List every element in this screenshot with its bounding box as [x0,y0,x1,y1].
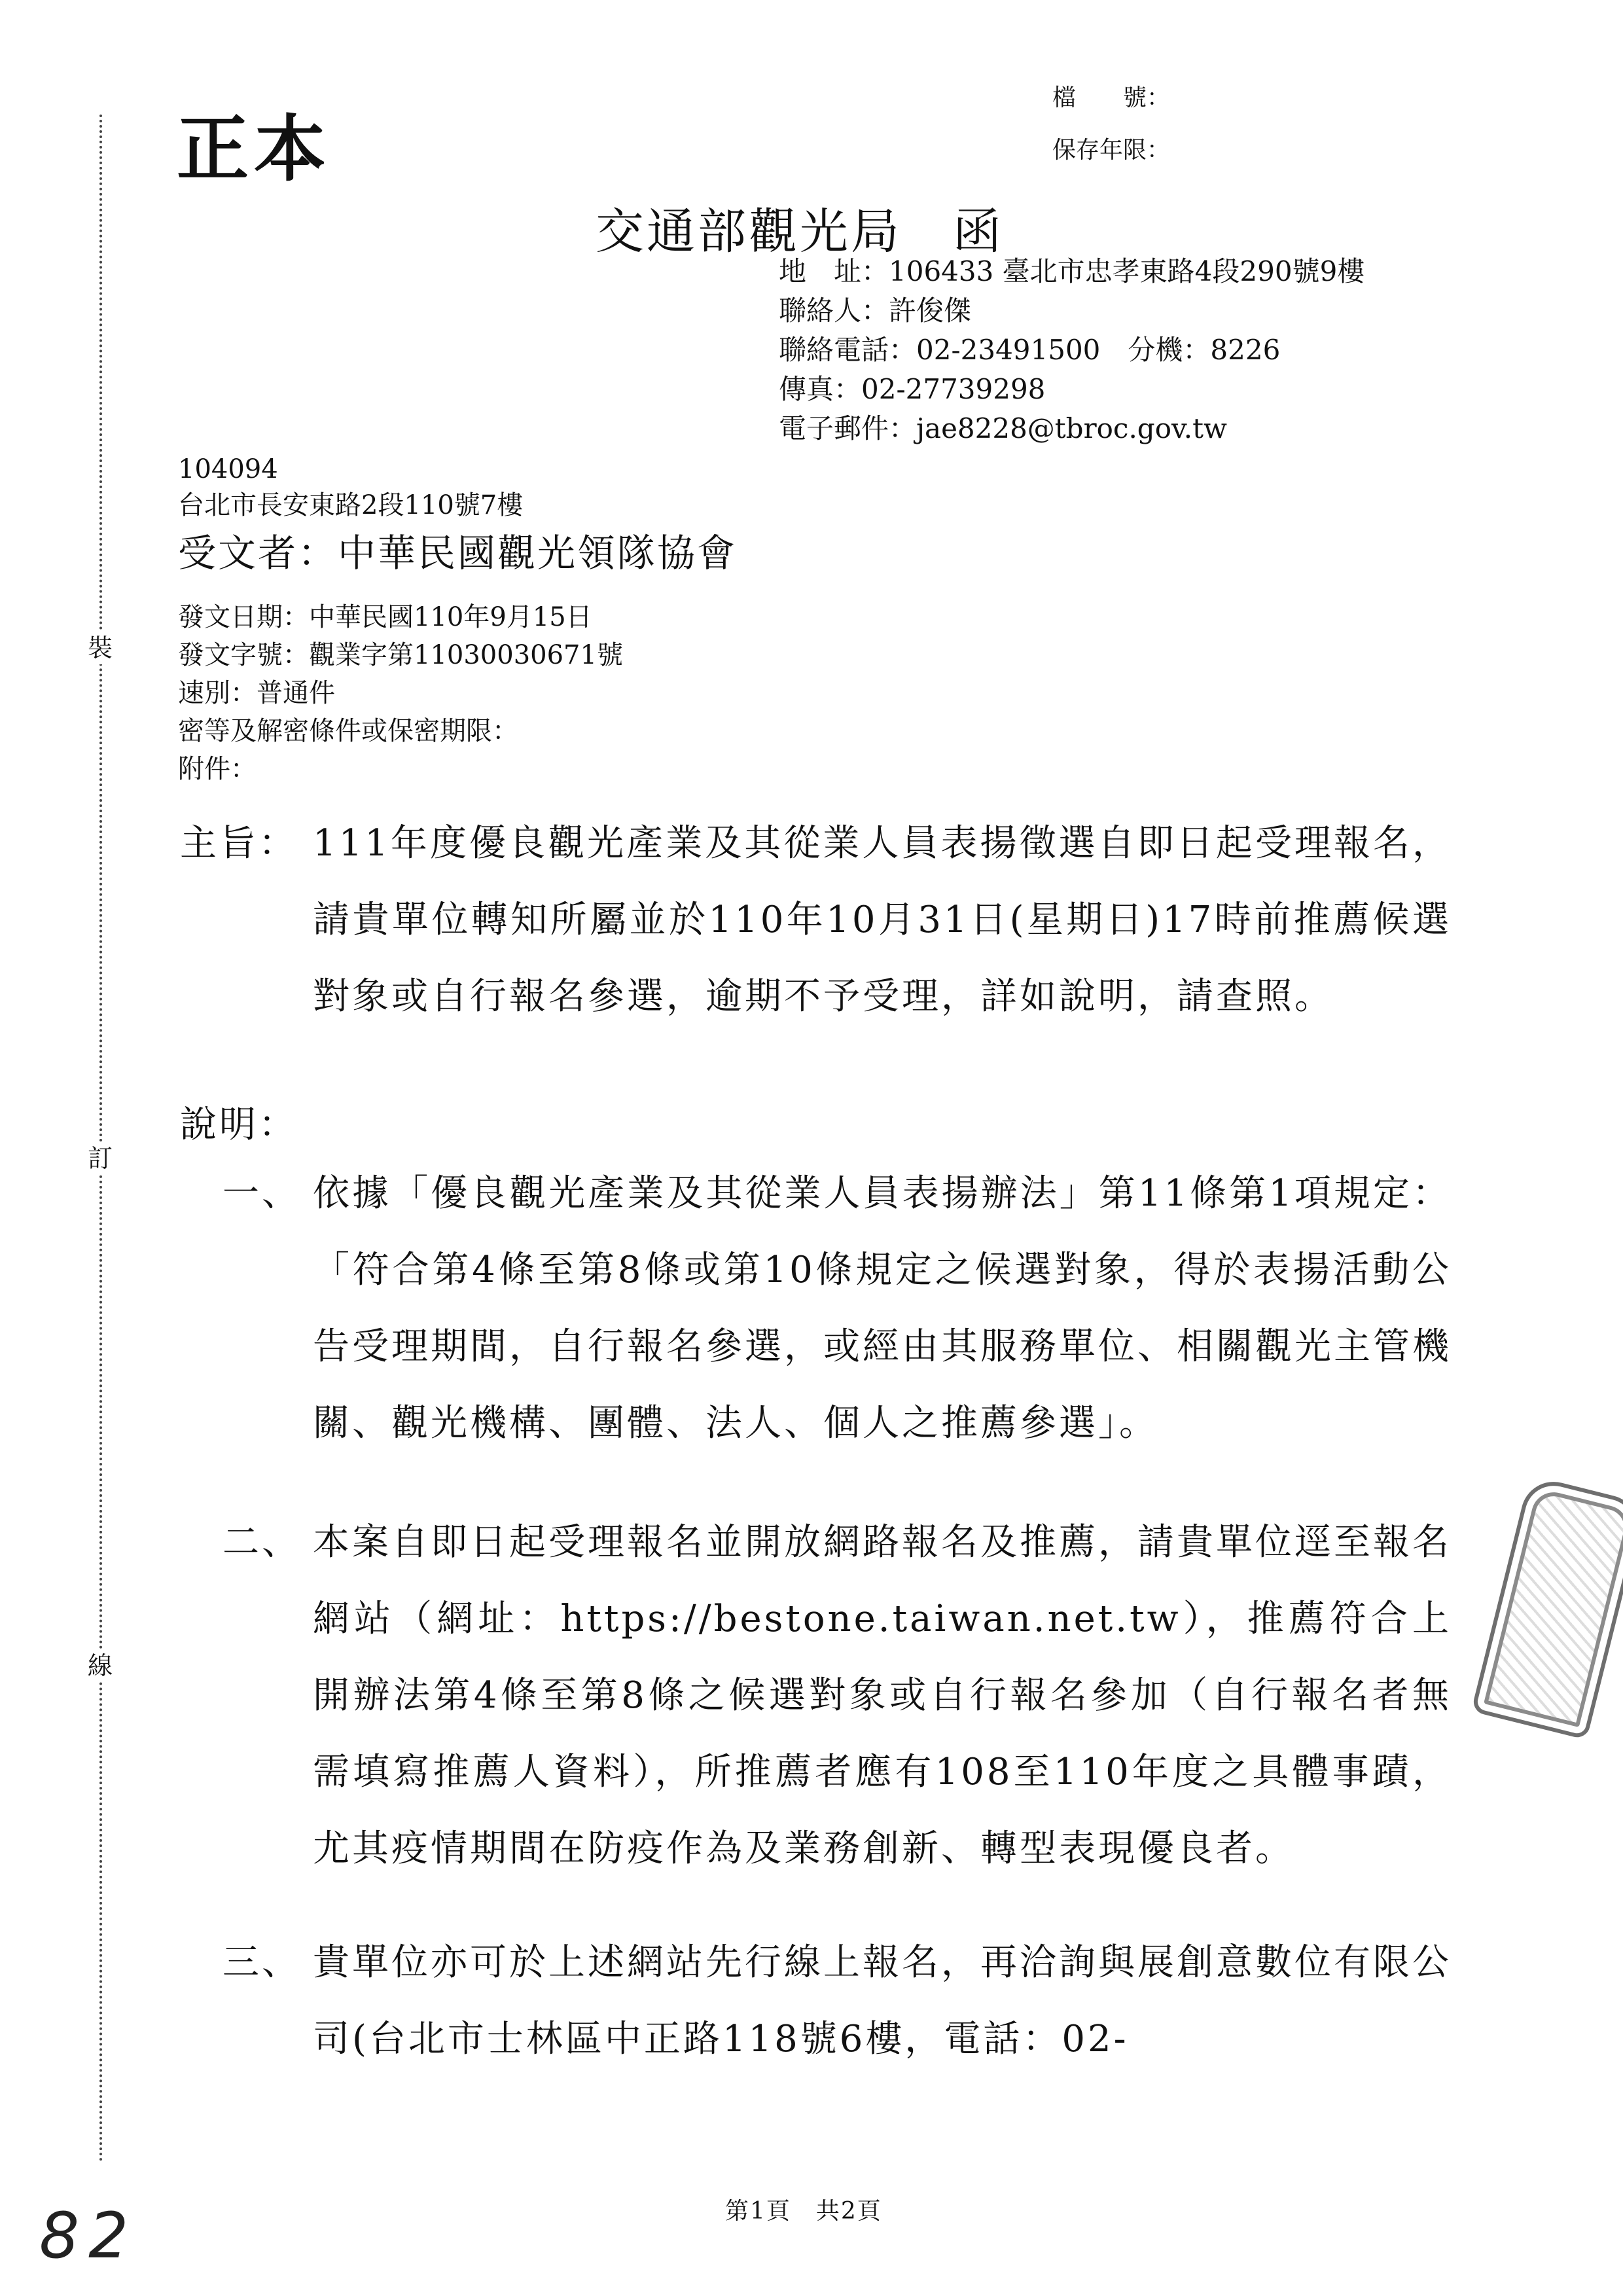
classification: 密等及解密條件或保密期限： [178,716,518,746]
item-3-text: 貴單位亦可於上述網站先行線上報名，再洽詢與展創意數位有限公司(台北市士林區中正路118號6樓，電話：02- [313,1941,1452,2060]
subject-label: 主旨： [180,822,298,865]
document-number: 發文字號：觀業字第11030030671號 [178,640,623,670]
contact-email: 電子郵件：jae8228@tbroc.gov.tw [779,412,1227,444]
attachments: 附件： [178,754,257,784]
page-indicator: 第1頁 共2頁 [725,2198,882,2225]
receipt-stamp [1471,1475,1623,1740]
item-3-numeral: 三、 [223,1941,301,1984]
contact-fax: 傳真：02-27739298 [779,373,1046,405]
contact-person: 聯絡人：許俊傑 [779,295,972,327]
binding-mark-ding: 訂 [84,1142,116,1175]
issue-date: 發文日期：中華民國110年9月15日 [178,602,592,632]
item-2-numeral: 二、 [223,1521,301,1564]
item-2-text: 本案自即日起受理報名並開放網路報名及推薦，請貴單位逕至報名網站（網址：https://bestone.taiwan.net.tw），推薦符合上開辦法第4條至第8條之候選對象或自行報名參加（自行報名者無需填寫推薦人資料），所推薦者應有108至110年度之具體事蹟，尤其疫情期間在防疫作為及業務創新、轉型表現優良者。 [313,1521,1452,1870]
item-1-numeral: 一、 [223,1172,301,1215]
item-1-text: 依據「優良觀光產業及其從業人員表揚辦法」第11條第1項規定：「符合第4條至第8條或第10條規定之候選對象，得於表揚活動公告受理期間，自行報名參選，或經由其服務單位、相關觀光主管機關、觀光機構、團體、法人、個人之推薦參選」。 [313,1172,1452,1444]
binding-mark-zhuang: 裝 [84,632,116,664]
binding-mark-xian: 線 [84,1649,116,1682]
document-title: 交通部觀光局 函 [596,204,1004,260]
file-number-label: 檔 號： [1052,84,1171,111]
recipient-name: 受文者：中華民國觀光領隊協會 [178,531,738,575]
handwritten-note: 82 [39,2199,138,2272]
original-copy-mark: 正本 [177,107,331,191]
contact-phone: 聯絡電話：02-23491500 分機：8226 [779,334,1281,366]
recipient-postal-code: 104094 [178,454,278,484]
binding-dotted-line [99,115,102,2163]
recipient-address: 台北市長安東路2段110號7樓 [178,490,524,520]
subject-text: 111年度優良觀光產業及其從業人員表揚徵選自即日起受理報名，請貴單位轉知所屬並於110年10月31日(星期日)17時前推薦候選對象或自行報名參選，逾期不予受理，詳如說明，請查照。 [313,822,1452,1018]
retention-period-label: 保存年限： [1052,137,1171,164]
explanation-label: 說明： [180,1103,298,1146]
sender-address: 地 址：106433 臺北市忠孝東路4段290號9樓 [779,255,1365,287]
urgency: 速別：普通件 [178,678,335,708]
